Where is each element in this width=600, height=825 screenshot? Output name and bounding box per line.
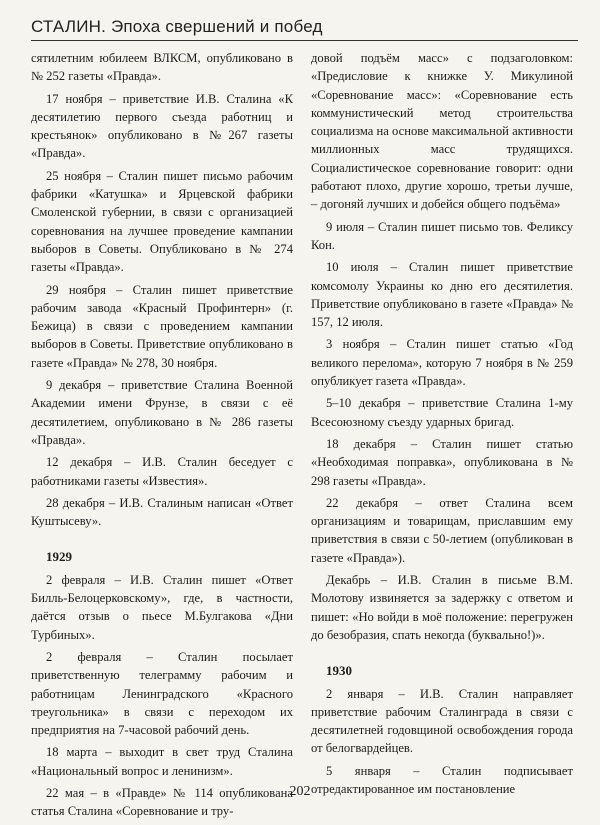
paragraph: Декабрь – И.В. Сталин в письме В.М. Молотову извиняется за задержку с ответом и пишет: «Но войди в моё положение: перегружен до безобразия, спать некогда (буквально!)».: [311, 573, 573, 642]
paragraph: 17 ноября – приветствие И.В. Сталина «К десятилетию первого съезда работниц и крестьянок» опубликовано в №267 газеты «Правда».: [31, 91, 293, 161]
paragraph: 2 января – И.В. Сталин направляет приветствие рабочим Сталинграда в связи с десятилетней годовщиной освобождения города от белогвардейцев.: [311, 686, 573, 756]
left-column: [31, 49, 293, 825]
page-number: 202: [289, 784, 311, 799]
right-column: [311, 49, 573, 802]
paragraph: 9 декабря – приветствие Сталина Военной Академии имени Фрунзе, в связи с её десятилетием, опубликовано в № 286 газеты «Правда».: [31, 378, 293, 447]
paragraph: 18 марта – выходит в свет труд Сталина «Национальный вопрос и ленинизм».: [31, 745, 293, 778]
paragraph: сятилетним юбилеем ВЛКСМ, опубликовано в № 252 газеты «Правда».: [31, 51, 293, 84]
paragraph: 18 декабря – Сталин пишет статью «Необходимая поправка», опубликована в № 298 газеты «Правда».: [311, 436, 573, 488]
paragraph: 9 июля – Сталин пишет письмо тов. Феликсу Кон.: [311, 219, 573, 252]
year-heading: 1929: [46, 549, 72, 565]
paragraph: 5–10 декабря – приветствие Сталина 1-му Всесоюзному съезду ударных бригад.: [311, 396, 573, 429]
paragraph: 3 ноября – Сталин пишет статью «Год великого перелома», которую 7 ноября в № 259 опубликует газета «Правда».: [311, 337, 573, 389]
paragraph: 22 декабря – ответ Сталина всем организациям и товарищам, приславшим ему приветствия в связи с 50-летием (опубликован в газете «Правда»).: [311, 495, 573, 565]
running-header-title: СТАЛИН. Эпоха свершений и побед: [31, 17, 323, 36]
paragraph: 28 декабря – И.В. Сталиным написан «Ответ Куштысеву».: [31, 495, 293, 529]
paragraph: 10 июля – Сталин пишет приветствие комсомолу Украины ко дню его десятилетия. Приветствие опубликовано в газете «Правда» № 157, 12 июля.: [311, 260, 573, 330]
paragraph: 22 мая – в «Правде» № 114 опубликована статья Сталина «Соревнование и тру-: [31, 785, 293, 819]
paragraph: 12 декабря – И.В. Сталин беседует с работниками газеты «Известия».: [31, 455, 293, 488]
paragraph: 5 января – Сталин подписывает отредактированное им постановление: [311, 763, 573, 796]
paragraph: 25 ноября – Сталин пишет письмо рабочим фабрики «Катушка» и Ярцевской фабрики Смоленской губернии, в связи с организацией соревнования на лучшее проведение кампании выборов в Советы. Опубликовано в № 274 газеты «Правда».: [31, 168, 293, 275]
paragraph: 2 февраля – И.В. Сталин пишет «Ответ Билль-Белоцерковскому», где, в частности, даётся отзыв о пьесе М.Булгакова «Дни Турбиных».: [31, 572, 293, 642]
paragraph: 29 ноября – Сталин пишет приветствие рабочим завода «Красный Профинтерн» (г. Бежица) в связи с проведением кампании выборов в Советы. Приветствие опубликовано в газете «Правда» № 278, 30 ноября.: [31, 282, 293, 370]
paragraph: довой подъём масс» с подзаголовком: «Предисловие к книжке У. Микулиной «Соревнование масс»: «Соревнование есть коммунистический метод строительства социализма на основе максимальной активности миллионных масс трудящихся. Социалистическое соревнование говорит: одни работают плохо, другие хорошо, третьи лучше, – догоняй лучших и добейся общего подъёма»: [311, 51, 573, 212]
running-header: [31, 12, 578, 41]
paragraph: 2 февраля – Сталин посылает приветственную телеграмму рабочим и работницам Ленинградского «Красного треугольника» в связи с переходом их предприятия на 7-часовой рабочий день.: [31, 649, 293, 738]
year-heading: 1930: [326, 663, 352, 679]
